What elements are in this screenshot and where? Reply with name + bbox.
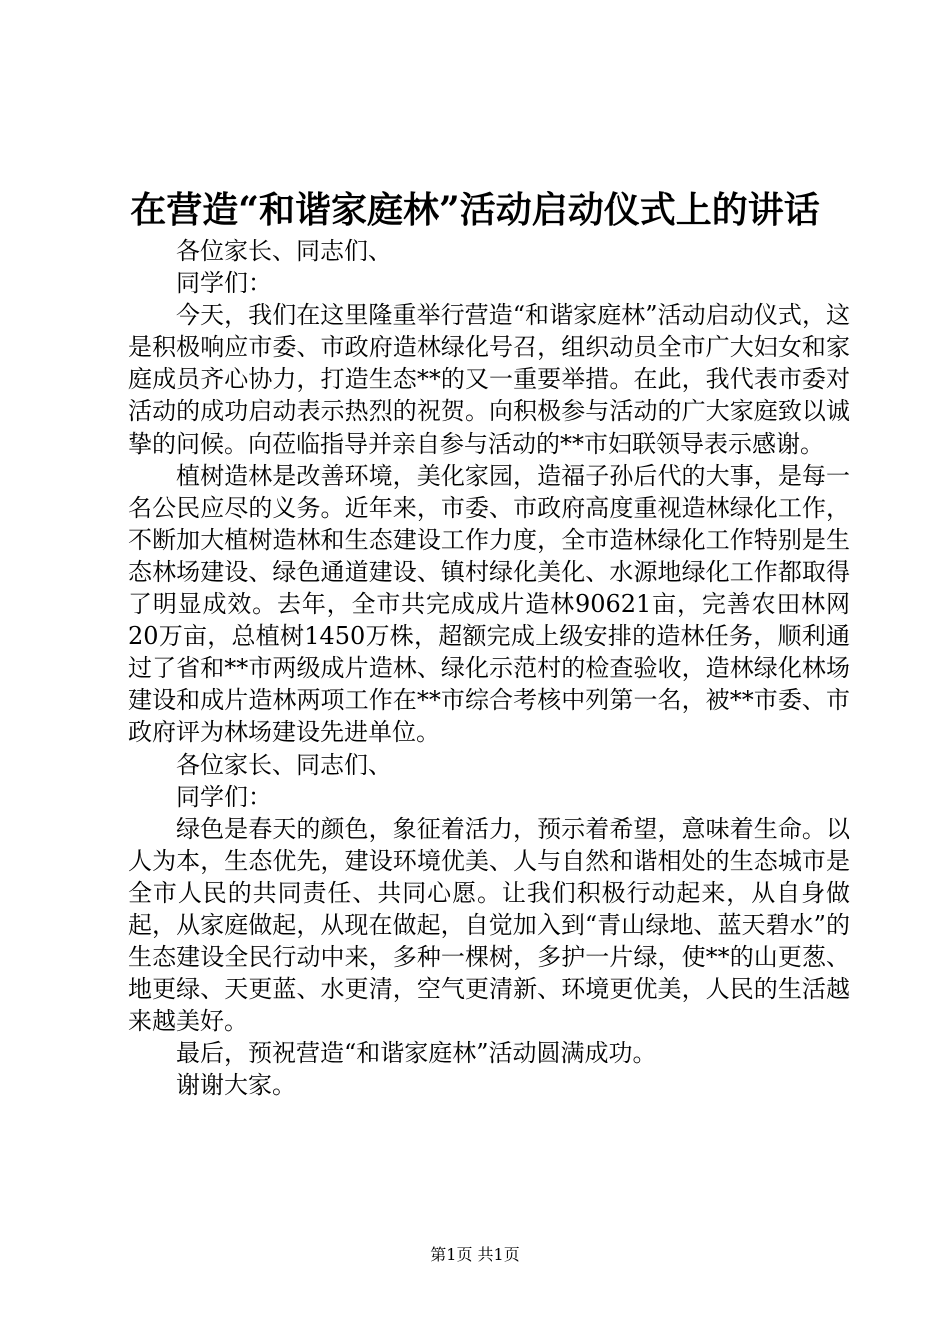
salutation-paragraph: 各位家长、同志们、 (176, 237, 392, 265)
document-title: 在营造“和谐家庭林”活动启动仪式上的讲话 (130, 189, 820, 231)
salutation-paragraph: 各位家长、同志们、 (176, 750, 392, 779)
salutation-paragraph: 同学们： (176, 782, 272, 811)
body-paragraph: 植树造林是改善环境，美化家园，造福子孙后代的大事，是每一名公民应尽的义务。近年来，市委、市政府高度重视造林绿化工作，不断加大植树造林和生态建设工作力度，全市造林绿化工作特别是生态林场建设、绿色通道建设、镇村绿化美化、水源地绿化工作都取得了明显成效。去年，全市共完成成片造林90621亩，完善农田林网20万亩，总植树1450万株，超额完成上级安排的造林任务，顺利通过了省和**市两级成片造林、绿化示范村的检查验收，造林绿化林场建设和成片造林两项工作在**市综合考核中列第一名，被**市委、市政府评为林场建设先进单位。 (128, 461, 850, 747)
closing-paragraph: 最后，预祝营造“和谐家庭林”活动圆满成功。 (176, 1039, 657, 1068)
body-paragraph: 今天，我们在这里隆重举行营造“和谐家庭林”活动启动仪式，这是积极响应市委、市政府造林绿化号召，组织动员全市广大妇女和家庭成员齐心协力，打造生态**的又一重要举措。在此，我代表市委对活动的成功启动表示热烈的祝贺。向积极参与活动的广大家庭致以诚挚的问候。向莅临指导并亲自参与活动的**市妇联领导表示感谢。 (128, 301, 850, 458)
document-body (128, 235, 850, 1102)
closing-paragraph: 谢谢大家。 (176, 1071, 296, 1100)
page-number-footer: 第1页 共1页 (430, 1245, 520, 1264)
salutation-paragraph: 同学们： (176, 269, 272, 298)
body-paragraph: 绿色是春天的颜色，象征着活力，预示着希望，意味着生命。以人为本，生态优先，建设环境优美、人与自然和谐相处的生态城市是全市人民的共同责任、共同心愿。让我们积极行动起来，从自身做起，从家庭做起，从现在做起，自觉加入到“青山绿地、蓝天碧水”的生态建设全民行动中来，多种一棵树，多护一片绿，使**的山更葱、地更绿、天更蓝、水更清，空气更清新、环境更优美，人民的生活越来越美好。 (128, 814, 850, 1036)
